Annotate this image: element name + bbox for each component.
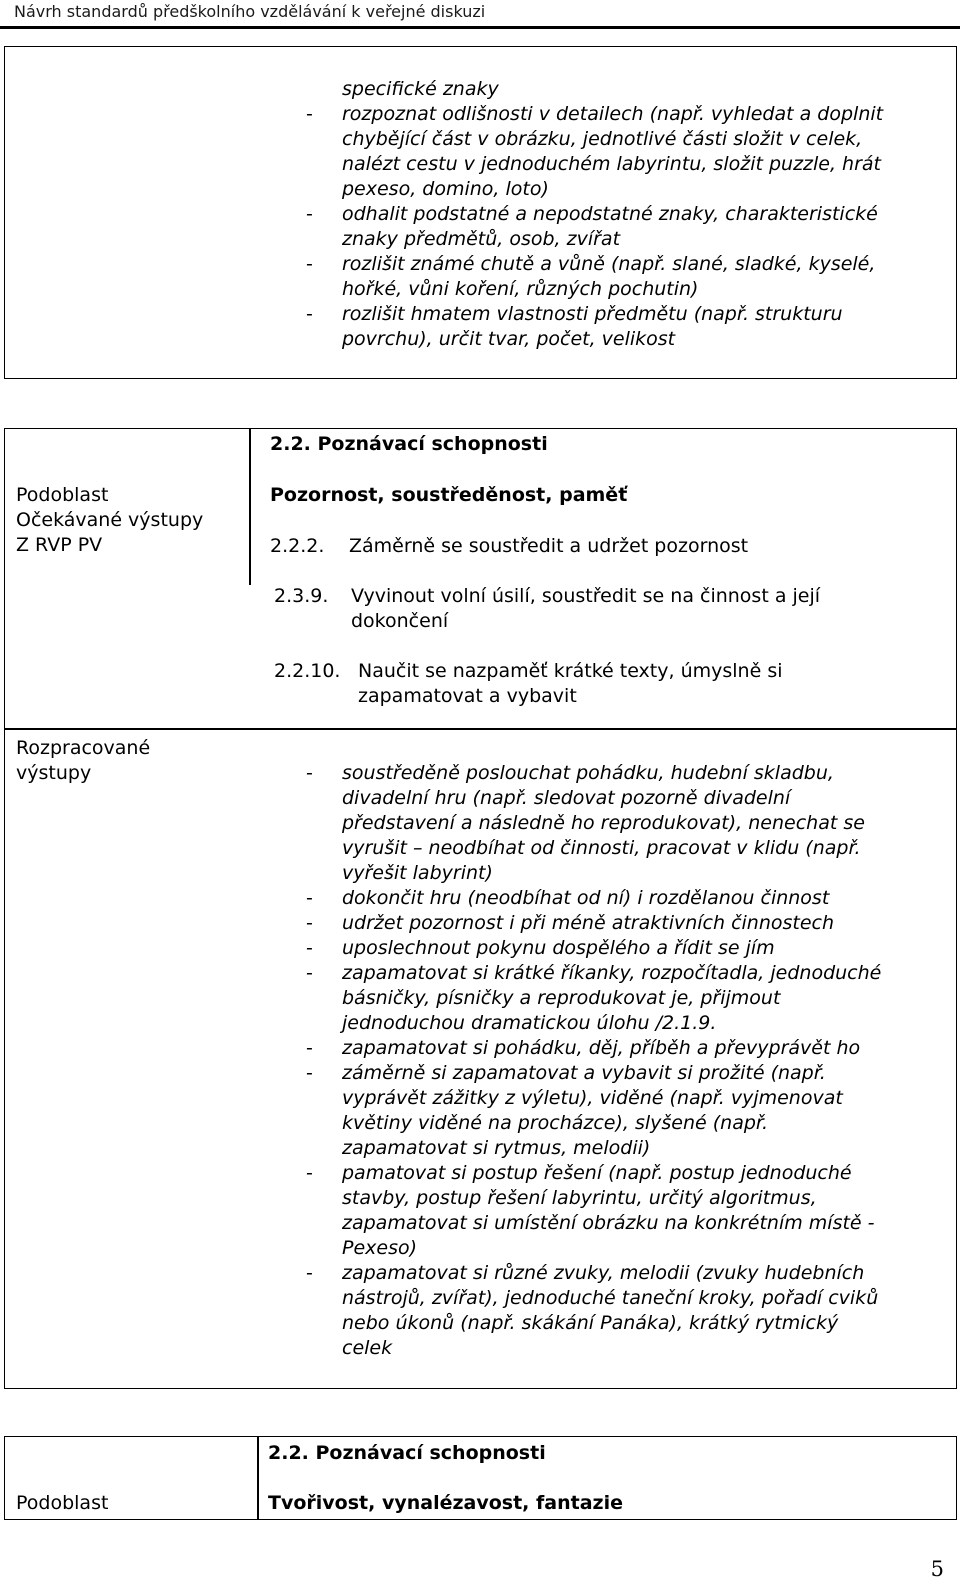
top-item-4-line-2: povrchu), určit tvar, počet, velikost bbox=[342, 328, 676, 350]
dash: - bbox=[306, 253, 313, 275]
label-vystupy: výstupy bbox=[16, 762, 92, 784]
output-text-1: Záměrně se soustředit a udržet pozornost bbox=[349, 535, 749, 557]
elaborated-1-line-2: divadelní hru (např. sledovat pozorně divadelní bbox=[342, 787, 791, 809]
section2-subarea: Tvořivost, vynalézavost, fantazie bbox=[268, 1492, 623, 1514]
top-item-3-line-1: rozlišit známé chutě a vůně (např. slané, sladké, kyselé, bbox=[342, 253, 876, 275]
label-z-rvp-pv: Z RVP PV bbox=[16, 534, 103, 556]
elaborated-1-line-4: vyrušit – neodbíhat od činnosti, pracovat v klidu (např. bbox=[342, 837, 861, 859]
dash: - bbox=[306, 1062, 313, 1084]
output-code-3: 2.2.10. bbox=[274, 660, 341, 682]
top-item-1-line-4: pexeso, domino, loto) bbox=[342, 178, 549, 200]
dash: - bbox=[306, 762, 313, 784]
top-item-4-line-1: rozlišit hmatem vlastnosti předmětu (např. strukturu bbox=[342, 303, 843, 325]
elaborated-3-line-1: udržet pozornost i při méně atraktivních činnostech bbox=[342, 912, 835, 934]
output-text-3-line-1: Naučit se nazpaměť krátké texty, úmyslně si bbox=[358, 660, 783, 682]
dash: - bbox=[306, 962, 313, 984]
elaborated-1-line-5: vyřešit labyrint) bbox=[342, 862, 493, 884]
elaborated-9-line-4: celek bbox=[342, 1337, 393, 1359]
top-item-2-line-1: odhalit podstatné a nepodstatné znaky, charakteristické bbox=[342, 203, 878, 225]
top-item-1-line-2: chybějící část v obrázku, jednotlivé části složit v celek, bbox=[342, 128, 863, 150]
elaborated-9-line-3: nebo úkonů (např. skákání Panáka), krátký rytmický bbox=[342, 1312, 839, 1334]
top-item-1-line-1: rozpoznat odlišnosti v detailech (např. vyhledat a doplnit bbox=[342, 103, 884, 125]
elaborated-5-line-1: zapamatovat si krátké říkanky, rozpočítadla, jednoduché bbox=[342, 962, 882, 984]
section1-heading: 2.2. Poznávací schopnosti bbox=[270, 433, 548, 455]
document-header-title: Návrh standardů předškolního vzdělávání k veřejné diskuzi bbox=[14, 2, 486, 21]
dash: - bbox=[306, 1037, 313, 1059]
elaborated-8-line-3: zapamatovat si umístění obrázku na konkrétním místě - bbox=[342, 1212, 875, 1234]
label-rozpracovane: Rozpracované bbox=[16, 737, 151, 759]
dash: - bbox=[306, 303, 313, 325]
elaborated-7-line-2: vyprávět zážitky z výletu), viděné (např. vyjmenovat bbox=[342, 1087, 843, 1109]
output-code-1: 2.2.2. bbox=[270, 535, 325, 557]
section2-label-podoblast: Podoblast bbox=[16, 1492, 109, 1514]
header-rule bbox=[0, 26, 960, 29]
elaborated-1-line-1: soustředěně poslouchat pohádku, hudební skladbu, bbox=[342, 762, 834, 784]
dash: - bbox=[306, 887, 313, 909]
section2-column-divider bbox=[257, 1436, 259, 1520]
label-ocekavane-vystupy: Očekávané výstupy bbox=[16, 509, 204, 531]
dash: - bbox=[306, 912, 313, 934]
elaborated-6-line-1: zapamatovat si pohádku, děj, příběh a převyprávět ho bbox=[342, 1037, 861, 1059]
dash: - bbox=[306, 1162, 313, 1184]
section1-row-divider bbox=[4, 728, 957, 730]
elaborated-8-line-1: pamatovat si postup řešení (např. postup jednoduché bbox=[342, 1162, 852, 1184]
section2-heading: 2.2. Poznávací schopnosti bbox=[268, 1442, 546, 1464]
label-podoblast: Podoblast bbox=[16, 484, 109, 506]
elaborated-4-line-1: uposlechnout pokynu dospělého a řídit se jím bbox=[342, 937, 775, 959]
elaborated-8-line-2: stavby, postup řešení labyrintu, určitý algoritmus, bbox=[342, 1187, 817, 1209]
top-loose-line: znaky předmětů, osob, zvířat bbox=[342, 228, 621, 250]
dash: - bbox=[306, 937, 313, 959]
top-item-3-line-2: hořké, vůni koření, různých pochutin) bbox=[342, 278, 699, 300]
elaborated-8-line-4: Pexeso) bbox=[342, 1237, 418, 1259]
elaborated-1-line-3: představení a následně ho reprodukovat), nenechat se bbox=[342, 812, 865, 834]
dash: - bbox=[306, 103, 313, 125]
output-text-2-line-2: dokončení bbox=[351, 610, 449, 632]
page-number: 5 bbox=[930, 1557, 944, 1581]
output-text-3-line-2: zapamatovat a vybavit bbox=[358, 685, 577, 707]
elaborated-2-line-1: dokončit hru (neodbíhat od ní) i rozdělanou činnost bbox=[342, 887, 830, 909]
elaborated-7-line-1: záměrně si zapamatovat a vybavit si prožité (např. bbox=[342, 1062, 826, 1084]
elaborated-7-line-4: zapamatovat si rytmus, melodii) bbox=[342, 1137, 651, 1159]
section1-column-divider bbox=[249, 428, 251, 585]
elaborated-9-line-2: nástrojů, zvířat), jednoduché taneční kroky, pořadí cviků bbox=[342, 1287, 879, 1309]
top-first-line: specifické znaky bbox=[342, 78, 499, 100]
section1-subarea: Pozornost, soustředěnost, paměť bbox=[270, 484, 628, 506]
dash: - bbox=[306, 1262, 313, 1284]
output-text-2-line-1: Vyvinout volní úsilí, soustředit se na činnost a její bbox=[351, 585, 821, 607]
elaborated-9-line-1: zapamatovat si různé zvuky, melodii (zvuky hudebních bbox=[342, 1262, 865, 1284]
elaborated-7-line-3: květiny viděné na procházce), slyšené (např. bbox=[342, 1112, 769, 1134]
elaborated-5-line-2: básničky, písničky a reprodukovat je, přijmout bbox=[342, 987, 781, 1009]
top-item-1-line-3: nalézt cestu v jednoduchém labyrintu, složit puzzle, hrát bbox=[342, 153, 882, 175]
output-code-2: 2.3.9. bbox=[274, 585, 329, 607]
elaborated-5-line-3: jednoduchou dramatickou úlohu /2.1.9. bbox=[342, 1012, 717, 1034]
dash: - bbox=[306, 203, 313, 225]
